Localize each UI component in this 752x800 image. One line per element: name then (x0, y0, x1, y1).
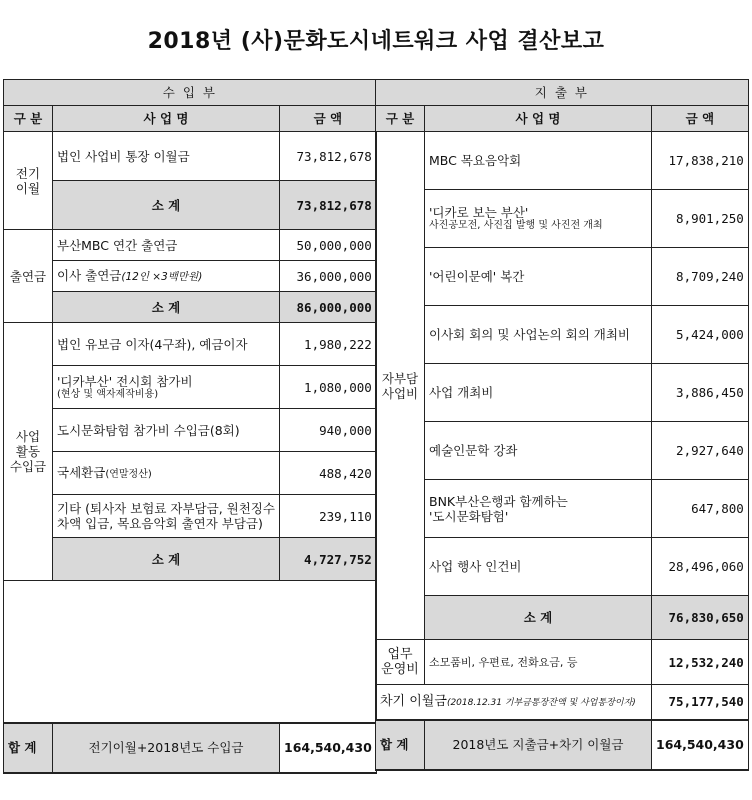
activity-item-4-note: (연말정산) (105, 469, 152, 480)
page-title: 2018년 (사)문화도시네트워크 사업 결산보고 (147, 29, 605, 54)
activity-subtotal-label: 소 계 (53, 538, 280, 581)
income-col-amount: 금 액 (280, 106, 377, 132)
activity-amount-3: 940,000 (280, 409, 377, 452)
expense-item-3: '어린이문예' 복간 (425, 248, 652, 306)
income-total: 164,540,430 (280, 723, 377, 773)
expense-item-5: 사업 개최비 (425, 364, 652, 422)
expense-item-7-note: '도시문화탐험' (429, 508, 509, 524)
expense-amount-3: 8,709,240 (652, 248, 749, 306)
expense-item-4: 이사회 회의 및 사업논의 회의 개최비 (425, 306, 652, 364)
contribution-amount-2: 36,000,000 (280, 261, 377, 292)
expense-item-7-label: BNK부산은행과 함께하는 (429, 493, 568, 509)
contribution-subtotal: 86,000,000 (280, 292, 377, 323)
income-header: 수 입 부 (4, 80, 377, 106)
contribution-item-2-label: 이사 출연금 (57, 267, 122, 283)
carry-in-subtotal-label: 소 계 (53, 181, 280, 230)
activity-amount-1: 1,980,222 (280, 323, 377, 366)
activity-amount-5: 239,110 (280, 495, 377, 538)
contribution-item-2 (53, 261, 280, 292)
expense-col-item: 사 업 명 (425, 106, 652, 132)
self-funded-subtotal-label: 소 계 (425, 596, 652, 640)
contribution-amount-1: 50,000,000 (280, 230, 377, 261)
expense-amount-6: 2,927,640 (652, 422, 749, 480)
operations-item: 소모품비, 우편료, 전화요금, 등 (425, 640, 652, 685)
expense-amount-2: 8,901,250 (652, 190, 749, 248)
expense-item-6: 예술인문학 강좌 (425, 422, 652, 480)
carry-in-item: 법인 사업비 통장 이월금 (53, 132, 280, 181)
contribution-item-1: 부산MBC 연간 출연금 (53, 230, 280, 261)
income-table (3, 79, 377, 774)
expense-amount-7: 647,800 (652, 480, 749, 538)
operations-category: 업무 운영비 (376, 640, 425, 685)
carry-out-row (376, 685, 652, 720)
activity-item-4-label: 국세환급 (57, 465, 106, 480)
activity-item-3: 도시문화탐험 참가비 수입금(8회) (53, 409, 280, 452)
expense-item-8: 사업 행사 인건비 (425, 538, 652, 596)
expense-item-1: MBC 목요음악회 (425, 132, 652, 190)
activity-item-2-note: (현상 및 액자제작비용) (57, 388, 159, 400)
activity-item-2 (53, 366, 280, 409)
expense-amount-8: 28,496,060 (652, 538, 749, 596)
income-col-item: 사 업 명 (53, 106, 280, 132)
expense-item-2-label: '디카로 보는 부산' (429, 205, 529, 220)
expense-total-desc: 2018년도 지출금+차기 이월금 (425, 720, 652, 770)
activity-item-1: 법인 유보금 이자(4구좌), 예금이자 (53, 323, 280, 366)
self-funded-category: 자부담 사업비 (376, 132, 425, 640)
expense-item-2-note: 사진공모전, 사진집 발행 및 사진전 개최 (429, 220, 603, 231)
carry-in-subtotal: 73,812,678 (280, 181, 377, 230)
carry-out-label: 차기 이월금 (380, 693, 447, 709)
activity-item-4 (53, 452, 280, 495)
expense-header: 지 출 부 (376, 80, 749, 106)
expense-amount-4: 5,424,000 (652, 306, 749, 364)
activity-item-5: 기타 (퇴사자 보험료 자부담금, 원천징수 차액 입금, 목요음악회 출연자 부담금) (53, 495, 280, 538)
expense-table (375, 79, 749, 771)
income-blank-area (4, 581, 377, 723)
carry-out-amount: 75,177,540 (652, 685, 749, 720)
activity-category: 사업 활동 수입금 (4, 323, 53, 581)
contribution-item-2-note: (12인 ×3백만원) (121, 270, 203, 283)
operations-amount: 12,532,240 (652, 640, 749, 685)
expense-amount-1: 17,838,210 (652, 132, 749, 190)
carry-in-amount: 73,812,678 (280, 132, 377, 181)
income-total-desc: 전기이월+2018년도 수입금 (53, 723, 280, 773)
expense-col-category: 구 분 (376, 106, 425, 132)
activity-item-2-label: '디카부산' 전시회 참가비 (57, 373, 193, 389)
contribution-subtotal-label: 소 계 (53, 292, 280, 323)
income-col-category: 구 분 (4, 106, 53, 132)
expense-item-7 (425, 480, 652, 538)
income-total-label: 합 계 (4, 723, 53, 773)
contribution-category: 출연금 (4, 230, 53, 323)
expense-amount-5: 3,886,450 (652, 364, 749, 422)
self-funded-subtotal: 76,830,650 (652, 596, 749, 640)
expense-col-amount: 금 액 (652, 106, 749, 132)
activity-amount-2: 1,080,000 (280, 366, 377, 409)
activity-amount-4: 488,420 (280, 452, 377, 495)
expense-total: 164,540,430 (652, 720, 749, 770)
expense-total-label: 합 계 (376, 720, 425, 770)
carry-out-note: (2018.12.31 기부금통장잔액 및 사업통장이자) (446, 697, 636, 708)
expense-item-2 (425, 190, 652, 248)
activity-subtotal: 4,727,752 (280, 538, 377, 581)
carry-in-category: 전기 이월 (4, 132, 53, 230)
